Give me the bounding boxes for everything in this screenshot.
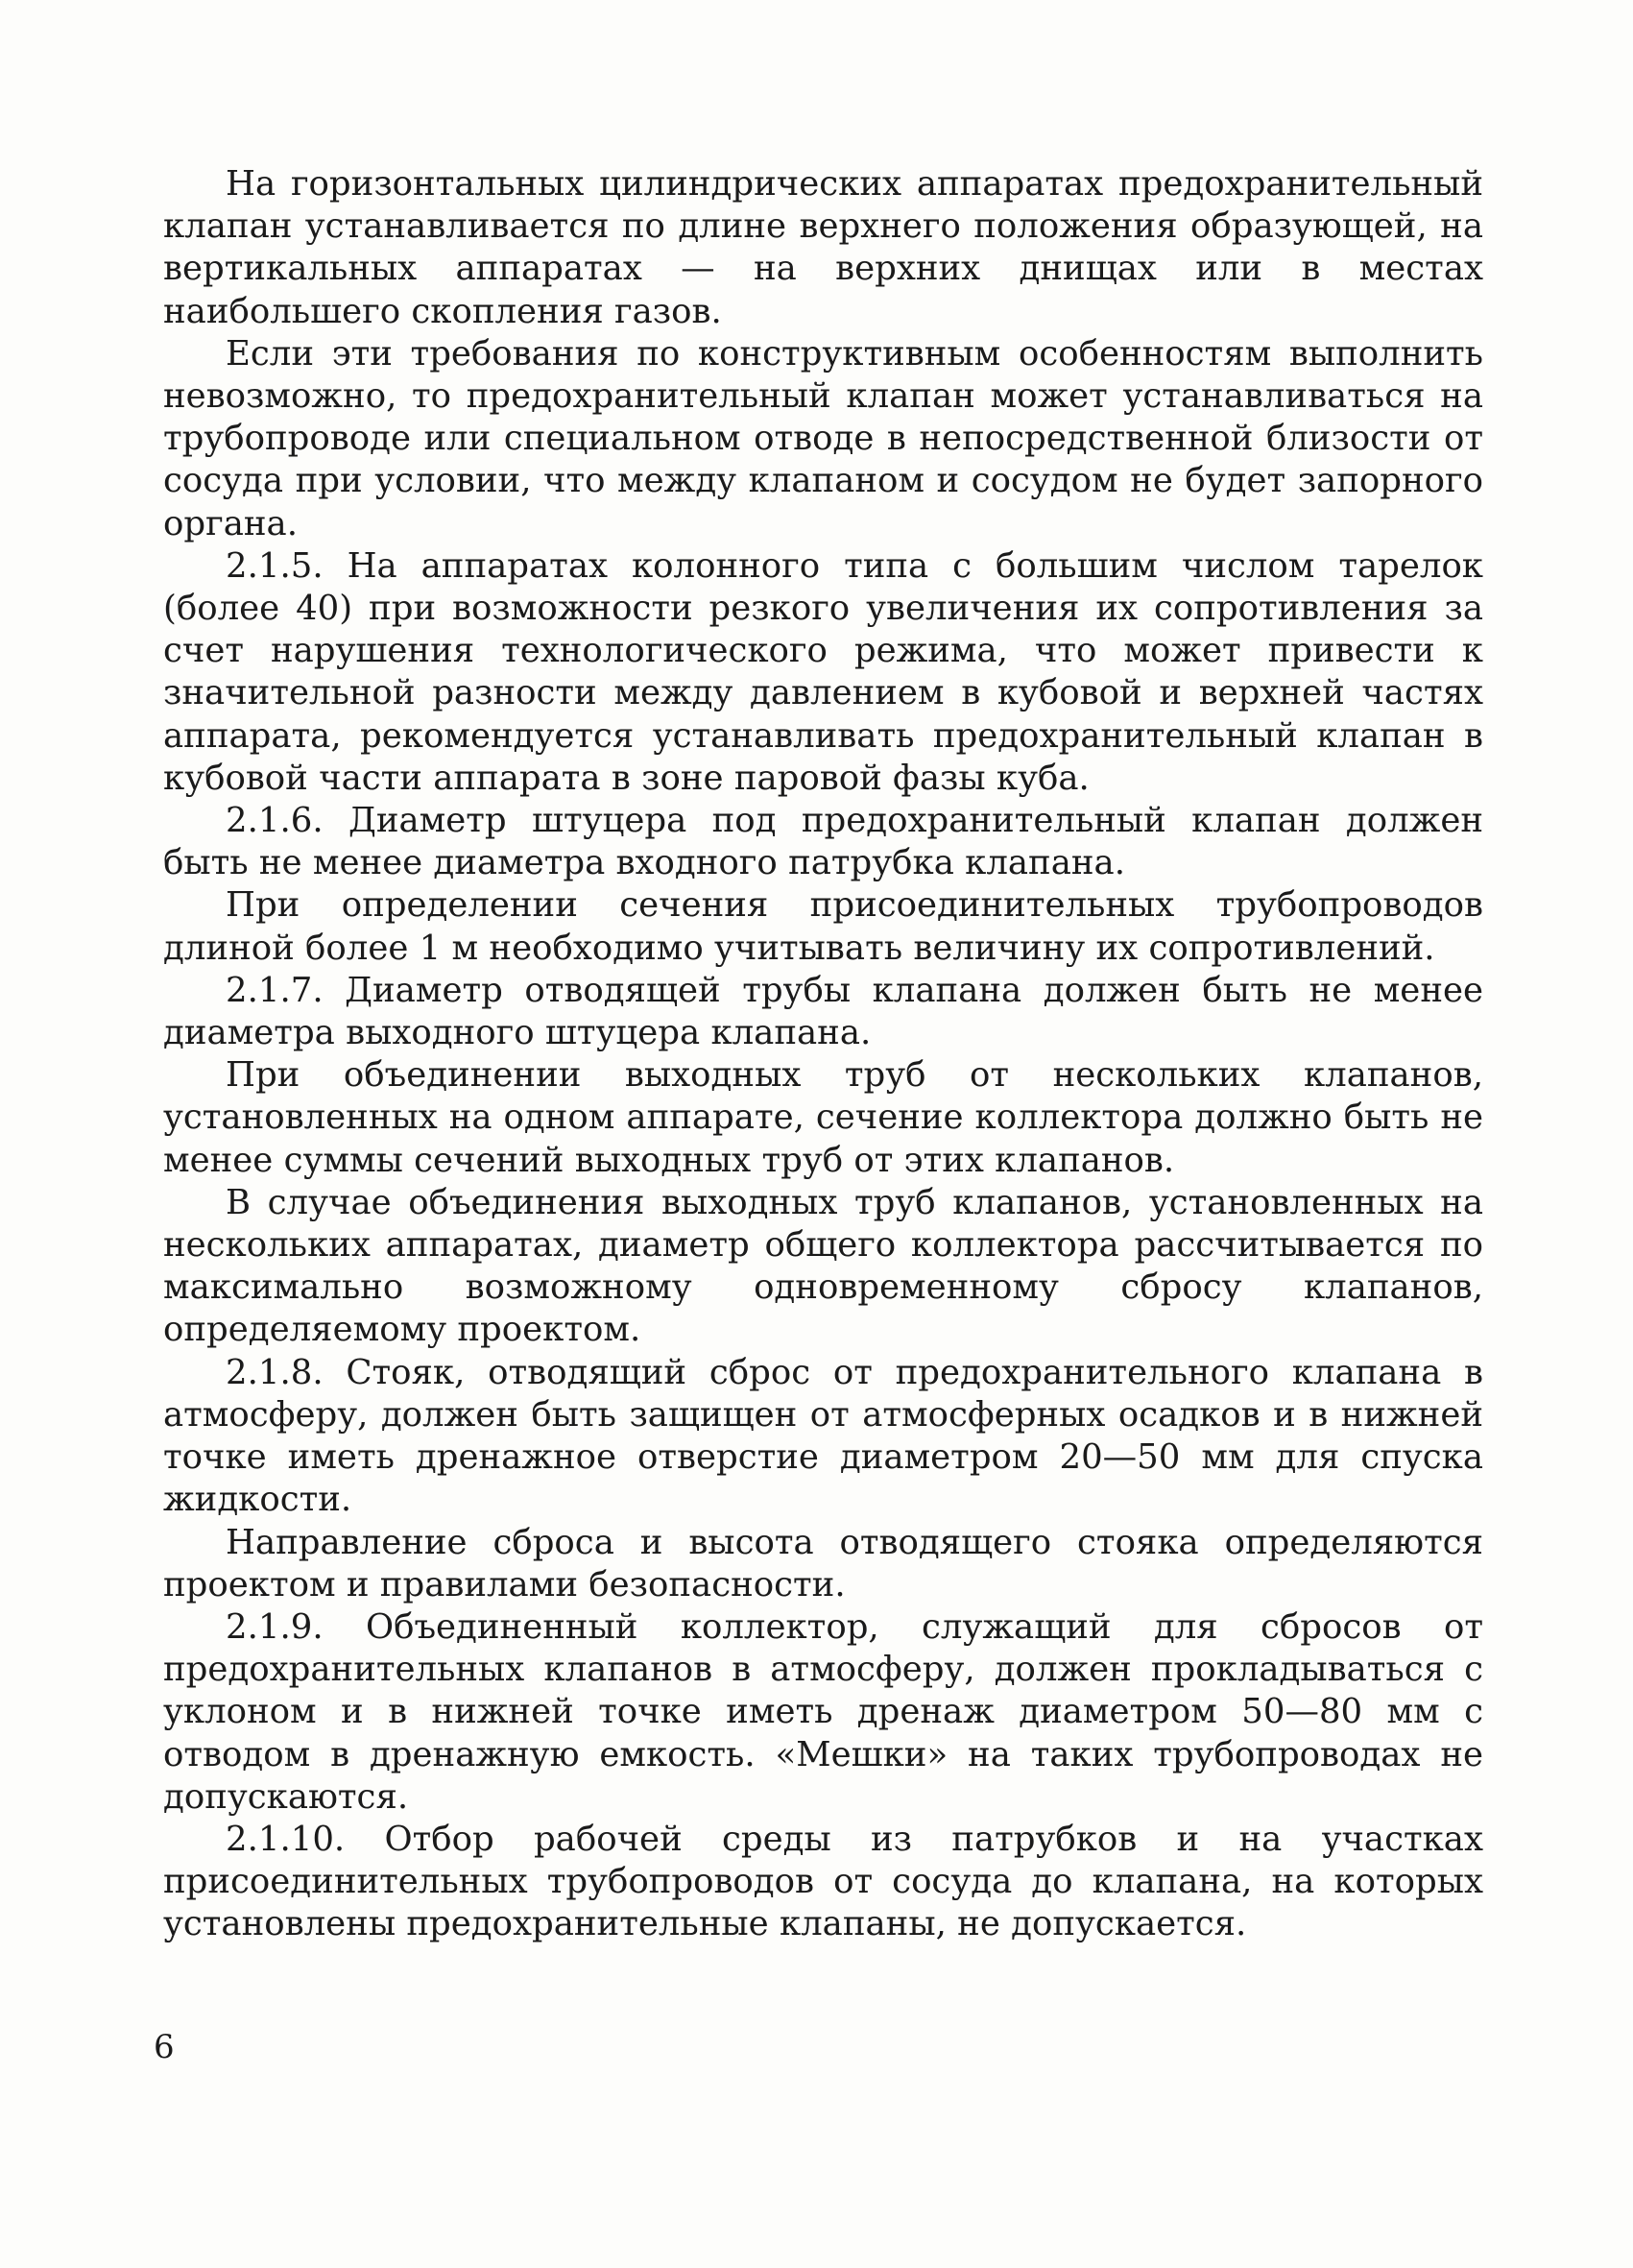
paragraph-2-1-7: 2.1.7. Диаметр отводящей трубы клапана должен быть не менее диаметра выходного штуцера клапана. — [163, 970, 1483, 1053]
paragraph-2-1-9: 2.1.9. Объединенный коллектор, служащий для сбросов от предохранительных клапанов в атмосферу, должен прокладываться с уклоном и в нижней точке иметь дренаж диаметром 50—80 мм с отводом в дренажную емкость. «Мешки» на таких трубопроводах не допускаются. — [163, 1606, 1483, 1817]
paragraph-2-1-5: 2.1.5. На аппаратах колонного типа с большим числом тарелок (более 40) при возможности резкого увеличения их сопротивления за счет нарушения технологического режима, что может привести к значительной разности между давлением в кубовой и верхней частях аппарата, рекомендуется устанавливать предохранительный клапан в кубовой части аппарата в зоне паровой фазы куба. — [163, 545, 1483, 798]
paragraph-2-1-6: 2.1.6. Диаметр штуцера под предохранительный клапан должен быть не менее диаметра входного патрубка клапана. — [163, 801, 1483, 883]
paragraph-horizontal-apparatus: На горизонтальных цилиндрических аппаратах предохранительный клапан устанавливается по длине верхнего положения образующей, на вертикальных аппаратах — на верхних днищах или в местах наибольшего скопления газов. — [163, 164, 1483, 331]
paragraph-pipe-section: При определении сечения присоединительных трубопроводов длиной более 1 м необходимо учитывать величину их сопротивлений. — [163, 885, 1483, 968]
paragraph-alternative-installation: Если эти требования по конструктивным особенностям выполнить невозможно, то предохранительный клапан может устанавливаться на трубопроводе или специальном отводе в непосредственной близости от сосуда при условии, что между клапаном и сосудом не будет запорного органа. — [163, 333, 1483, 543]
paragraph-common-collector: В случае объединения выходных труб клапанов, установленных на нескольких аппаратах, диаметр общего коллектора рассчитывается по максимально возможному одновременному сбросу клапанов, определяемому проектом. — [163, 1182, 1483, 1350]
page-number: 6 — [154, 2028, 175, 2066]
paragraph-2-1-10: 2.1.10. Отбор рабочей среды из патрубков и на участках присоединительных трубопроводов от сосуда до клапана, на которых установлены предохранительные клапаны, не допускается. — [163, 1819, 1483, 1944]
paragraph-combined-outlets: При объединении выходных труб от нескольких клапанов, установленных на одном аппарате, сечение коллектора должно быть не менее суммы сечений выходных труб от этих клапанов. — [163, 1055, 1483, 1180]
paragraph-2-1-8: 2.1.8. Стояк, отводящий сброс от предохранительного клапана в атмосферу, должен быть защищен от атмосферных осадков и в нижней точке иметь дренажное отверстие диаметром 20—50 мм для спуска жидкости. — [163, 1352, 1483, 1520]
body-text — [163, 163, 1483, 1946]
paragraph-discharge-direction: Направление сброса и высота отводящего стояка определяются проектом и правилами безопасности. — [163, 1522, 1483, 1604]
